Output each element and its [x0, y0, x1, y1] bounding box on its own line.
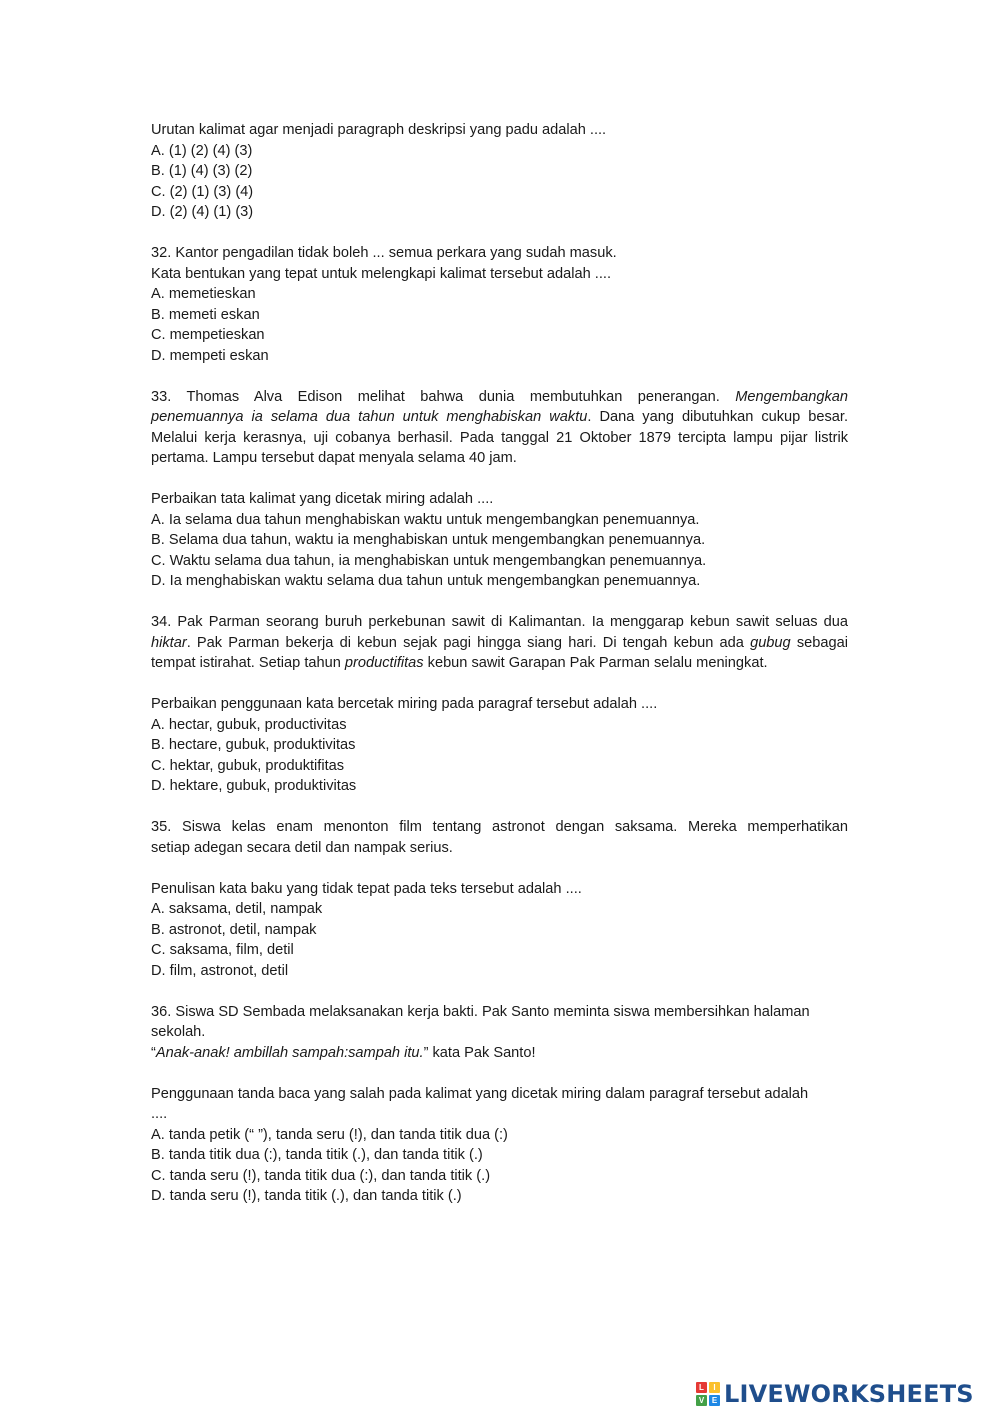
question-35	[151, 817, 848, 981]
option-a[interactable]: A. saksama, detil, nampak	[151, 901, 323, 917]
option-b[interactable]: B. Selama dua tahun, waktu ia menghabiskan untuk mengembangkan penemuannya.	[151, 532, 706, 548]
option-c[interactable]: C. (2) (1) (3) (4)	[151, 183, 254, 200]
question-stem: 32. Kantor pengadilan tidak boleh ... semua perkara yang sudah masuk.	[151, 245, 617, 261]
question-paragraph: 34. Pak Parman seorang buruh perkebunan sawit di Kalimantan. Ia menggarap kebun sawit seluas dua hiktar. Pak Parman bekerja di kebun sejak pagi hingga siang hari. Di tengah kebun ada gubug sebagai tempat istirahat. Setiap tahun productifitas kebun sawit Garapan Pak Parman selalu meningkat.	[151, 614, 848, 671]
option-a[interactable]: A. Ia selama dua tahun menghabiskan waktu untuk mengembangkan penemuannya.	[151, 511, 700, 528]
question-prompt: Penulisan kata baku yang tidak tepat pada teks tersebut adalah ....	[151, 880, 582, 897]
question-prompt: Penggunaan tanda baca yang salah pada kalimat yang dicetak miring dalam paragraf tersebut adalah	[151, 1085, 809, 1102]
logo-tiles-icon: L I V E	[696, 1382, 720, 1406]
option-d[interactable]: D. mempeti eskan	[151, 347, 269, 364]
option-b[interactable]: B. (1) (4) (3) (2)	[151, 163, 253, 179]
question-prompt: Perbaikan tata kalimat yang dicetak miring adalah ....	[151, 491, 494, 507]
question-paragraph: 33. Thomas Alva Edison melihat bahwa dunia membutuhkan penerangan. Mengembangkan penemuannya ia selama dua tahun untuk menghabiskan waktu. Dana yang dibutuhkan cukup besar. Melalui kerja kerasnya, uji cobanya berhasil. Pada tanggal 21 Oktober 1879 tercipta lampu pijar listrik pertama. Lampu tersebut dapat menyala selama 40 jam.	[151, 388, 849, 466]
option-c[interactable]: C. hektar, gubuk, produktifitas	[151, 757, 345, 774]
option-d[interactable]: D. tanda seru (!), tanda titik (.), dan tanda titik (.)	[151, 1188, 462, 1204]
question-31	[151, 120, 848, 223]
logo-text: LIVEWORKSHEETS	[724, 1380, 974, 1408]
option-d[interactable]: D. film, astronot, detil	[151, 962, 289, 979]
option-a[interactable]: A. tanda petik (“ ”), tanda seru (!), dan tanda titik dua (:)	[151, 1126, 508, 1143]
option-c[interactable]: C. tanda seru (!), tanda titik dua (:), dan tanda titik (.)	[151, 1167, 491, 1184]
option-c[interactable]: C. saksama, film, detil	[151, 942, 294, 958]
option-b[interactable]: B. memeti eskan	[151, 306, 260, 323]
question-prompt: Perbaikan penggunaan kata bercetak miring pada paragraf tersebut adalah ....	[151, 696, 658, 712]
question-36	[151, 1002, 848, 1207]
option-d[interactable]: D. hektare, gubuk, produktivitas	[151, 778, 357, 794]
option-a[interactable]: A. (1) (2) (4) (3)	[151, 142, 253, 159]
option-b[interactable]: B. tanda titik dua (:), tanda titik (.), dan tanda titik (.)	[151, 1147, 483, 1163]
option-a[interactable]: A. memetieskan	[151, 286, 256, 302]
option-b[interactable]: B. hectare, gubuk, produktivitas	[151, 737, 356, 753]
option-b[interactable]: B. astronot, detil, nampak	[151, 921, 317, 938]
option-d[interactable]: D. (2) (4) (1) (3)	[151, 204, 254, 220]
question-prompt-continued: ....	[151, 1106, 168, 1122]
question-paragraph: 35. Siswa kelas enam menonton film tentang astronot dengan saksama. Mereka memperhatikan setiap adegan secara detil dan nampak serius.	[151, 819, 848, 856]
option-d[interactable]: D. Ia menghabiskan waktu selama dua tahun untuk mengembangkan penemuannya.	[151, 573, 701, 589]
question-paragraph: 36. Siswa SD Sembada melaksanakan kerja bakti. Pak Santo meminta siswa membersihkan halaman sekolah. “Anak-anak! ambillah sampah:sampah itu.” kata Pak Santo!	[151, 1003, 810, 1061]
question-34	[151, 612, 848, 797]
question-32	[151, 243, 848, 366]
question-prompt: Kata bentukan yang tepat untuk melengkapi kalimat tersebut adalah ....	[151, 265, 612, 282]
liveworksheets-logo[interactable]	[696, 1377, 974, 1411]
question-33	[151, 387, 848, 592]
option-a[interactable]: A. hectar, gubuk, productivitas	[151, 716, 347, 733]
option-c[interactable]: C. Waktu selama dua tahun, ia menghabiskan untuk mengembangkan penemuannya.	[151, 552, 707, 569]
option-c[interactable]: C. mempetieskan	[151, 327, 265, 343]
question-prompt: Urutan kalimat agar menjadi paragraph deskripsi yang padu adalah ....	[151, 122, 607, 138]
worksheet-page	[151, 120, 848, 1207]
